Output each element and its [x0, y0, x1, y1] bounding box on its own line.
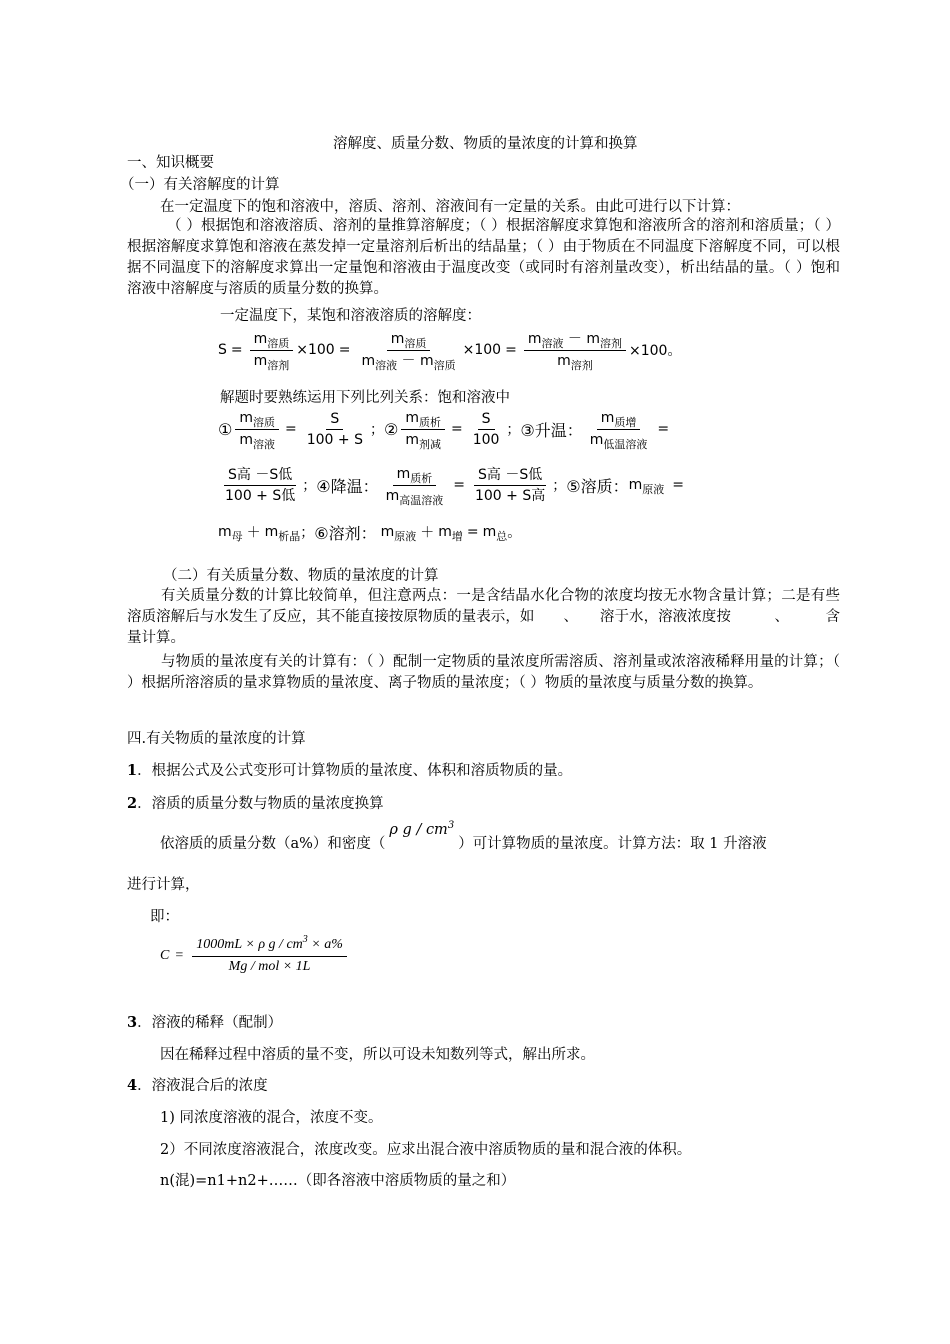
ratio-row-1: ① $\frac{m_{溶质}}{m_{溶液}}$ = $\frac{S}{100 + S}$ ； ② $\frac{m_{质析}}{m_{剂减}}$ = $\frac{S}{100}$ ； ③升温： $\frac{m_{质增}}{m_{低温溶液}}$ = [218, 409, 670, 451]
paragraph: 在一定温度下的饱和溶液中，溶质、溶剂、溶液间有一定量的关系。由此可进行以下计算： [160, 199, 740, 215]
label: 即： [150, 909, 179, 925]
list-item: 1) 同浓度溶液的混合，浓度不变。 [160, 1110, 383, 1126]
paragraph: 有关质量分数的计算比较简单，但注意两点：一是含结晶水化合物的浓度均按无水物含量计算；二是有些溶质溶解后与水发生了反应，其不能直接按原物质的量表示，如 、 溶于水，溶液浓度按 、 含量计算。 [127, 588, 840, 646]
paragraph: 一定温度下，某饱和溶液溶质的溶解度： [220, 308, 481, 324]
fraction: $\frac{m_{溶质}}{m_{溶液} - m_{溶质}}$ [361, 330, 456, 372]
solubility-formula: S = $\frac{m_{溶质}}{m_{溶剂}}$ ×100 = $\frac{m_{溶质}}{m_{溶液} - m_{溶质}}$ ×100 = $\frac{m_{溶液} - m_{溶剂}}{m_{溶剂}}$ ×100。 [218, 330, 682, 372]
paragraph: 因在稀释过程中溶质的量不变，所以可设未知数列等式，解出所求。 [160, 1047, 595, 1063]
list-item: n(混)=n1+n2+……（即各溶液中溶质物质的量之和） [160, 1173, 516, 1189]
fraction: $\frac{m_{溶液} - m_{溶剂}}{m_{溶剂}}$ [524, 330, 626, 371]
section-heading: 一、知识概要 [127, 155, 214, 171]
list-item: 3．溶液的稀释（配制） [127, 1014, 283, 1031]
paragraph: 依溶质的质量分数（a%）和密度（ρ g / $cm^3$）可计算物质的量浓度。计算方法：取 1 升溶液 [160, 820, 767, 852]
paragraph: （ ）根据饱和溶液溶质、溶剂的量推算溶解度；（ ）根据溶解度求算饱和溶液所含的溶剂和溶质量；（ ）根据溶解度求算饱和溶液在蒸发掉一定量溶剂后析出的结晶量；（ ）由于物质在不同温度下溶解度不同，可以根据不同温度下的溶解度求算出一定量饱和溶液由于温度改变（或同时有溶剂量改变），析出结晶的量。（ ）饱和溶液中溶解度与溶质的质量分数的换算。 [127, 218, 840, 297]
fraction: $\frac{m_{溶质}}{m_{溶剂}}$ [250, 330, 294, 371]
eq-sign: = [230, 342, 243, 358]
ratio-row-2: $\frac{\text{S高 －S低}}{\text{100 + S低}}$ ； ④降温： $\frac{m_{质析}}{m_{高温溶液}}$ = $\frac{\text{S高 －S低}}{\text{100 + S高}}$ ； ⑤溶质： m 原液 = [225, 465, 684, 507]
times-100: ×100 [296, 342, 335, 358]
molarity-formula: C = $\frac{1000mL \times \rho g / cm^3 \times a\%}{\text{Mg / mol × 1L}}$ [160, 930, 350, 982]
var-s: S [218, 342, 227, 358]
subsection-heading: （一）有关溶解度的计算 [120, 177, 280, 193]
list-item: 2．溶质的质量分数与物质的量浓度换算 [127, 795, 384, 812]
section-heading: 四.有关物质的量浓度的计算 [127, 731, 306, 747]
page-title: 溶解度、质量分数、物质的量浓度的计算和换算 [333, 136, 638, 152]
list-item: 4．溶液混合后的浓度 [127, 1077, 268, 1094]
list-item: 1．根据公式及公式变形可计算物质的量浓度、体积和溶质物质的量。 [127, 762, 573, 779]
ratio-row-3: m 母 ＋ m 析晶 ； ⑥溶剂： m 原液 ＋ m 增 = m 总 。 [218, 523, 522, 543]
paragraph: 与物质的量浓度有关的计算有：（ ）配制一定物质的量浓度所需溶质、溶剂量或浓溶液稀释用量的计算；（ ）根据所溶溶质的量求算物质的量浓度、离子物质的量浓度；（ ）物质的量浓度与质量分数的换算。 [127, 654, 840, 691]
list-item: 2）不同浓度溶液混合，浓度改变。应求出混合液中溶质物质的量和混合液的体积。 [160, 1142, 692, 1158]
subsection-heading: （二）有关质量分数、物质的量浓度的计算 [163, 568, 439, 584]
paragraph: 进行计算， [127, 877, 200, 893]
paragraph: 解题时要熟练运用下列比列关系：饱和溶液中 [220, 390, 510, 406]
